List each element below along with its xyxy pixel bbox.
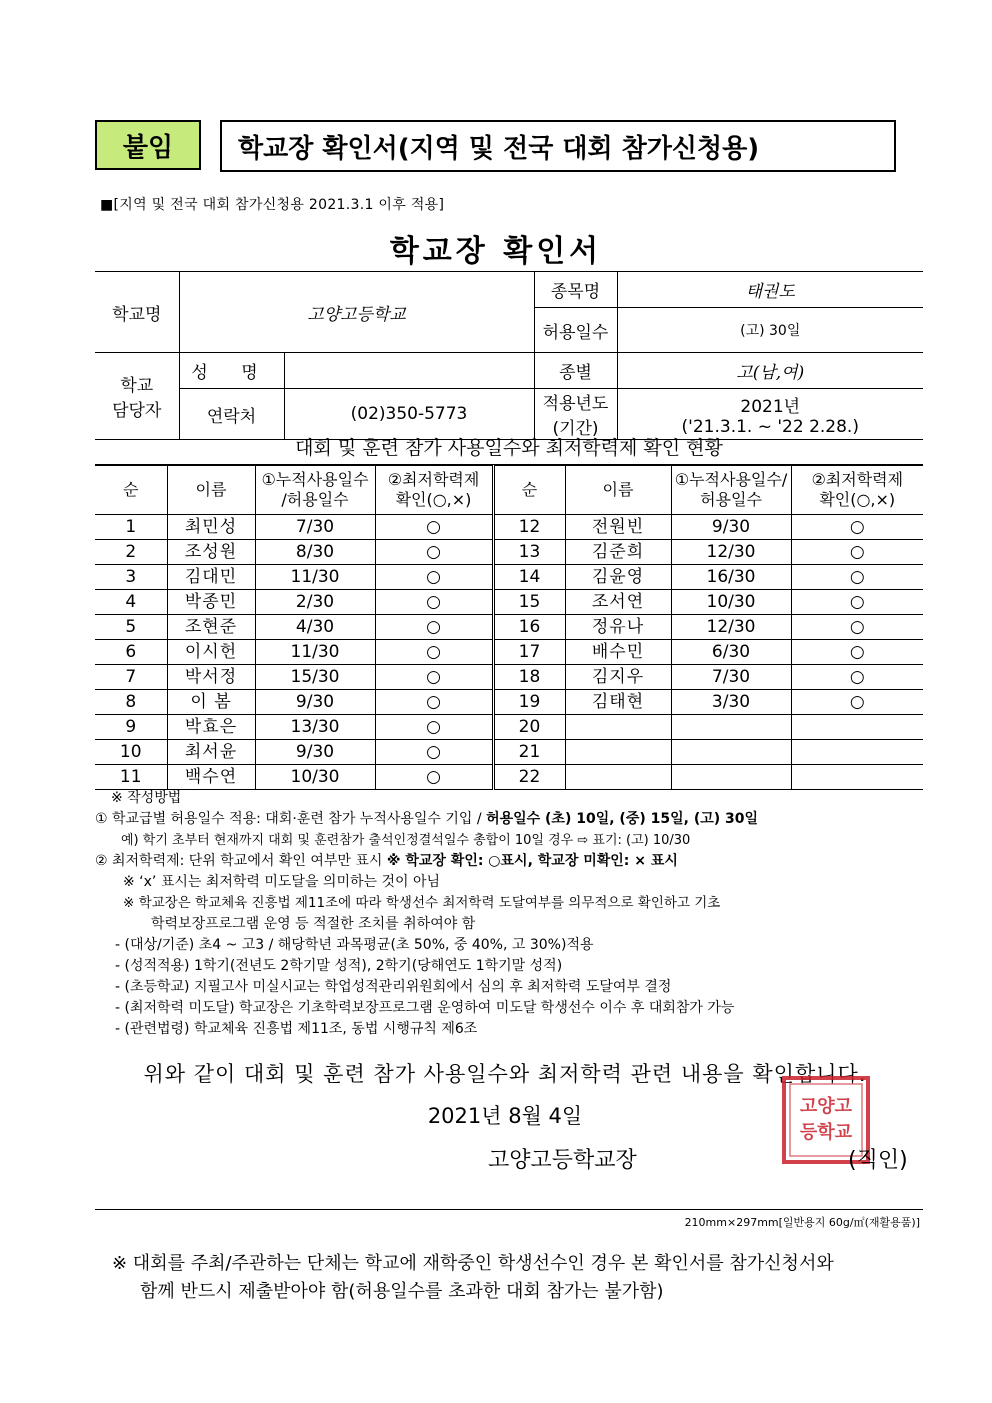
cell-name: 박종민 <box>167 590 255 615</box>
table-row <box>95 515 923 540</box>
instruction-line: ※ 학교장은 학교체육 진흥법 제11조에 따라 학생선수 최저학력 도달여부를 의무적으로 확인하고 기초 <box>123 895 721 911</box>
gender-label: 종별 <box>534 353 617 389</box>
cell-name: 박서정 <box>167 665 255 690</box>
cell-days: 8/30 <box>255 540 375 565</box>
cell-days: 16/30 <box>671 565 791 590</box>
cell-name <box>565 765 671 790</box>
cell-days: 7/30 <box>671 665 791 690</box>
name-label <box>179 353 284 389</box>
cell-check: ○ <box>375 590 493 615</box>
cell-no: 12 <box>493 515 565 540</box>
name-label-text: 성 명 <box>191 363 272 383</box>
cell-no: 3 <box>95 565 167 590</box>
cell-check: ○ <box>375 615 493 640</box>
header-days <box>255 466 375 515</box>
instruction-line: 예) 학기 초부터 현재까지 대회 및 훈련참가 출석인정결석일수 총합이 10일 경우 ⇨ 표기: (고) 10/30 <box>121 833 691 848</box>
cell-name: 최서윤 <box>167 740 255 765</box>
cell-no: 21 <box>493 740 565 765</box>
header-check-line1: ②최저학력제 <box>811 470 904 489</box>
cell-no: 20 <box>493 715 565 740</box>
header-name: 이름 <box>565 466 671 515</box>
paper-spec: 210mm×297mm[일반용지 60g/㎡(재활용품)] <box>684 1216 920 1229</box>
table-row <box>95 640 923 665</box>
footer-notice <box>112 1250 834 1306</box>
school-value: 고양고등학교 <box>179 272 534 353</box>
staff-label-line2: 담당자 <box>112 401 162 421</box>
cell-check: ○ <box>375 640 493 665</box>
attachment-badge: 붙임 <box>95 120 201 170</box>
cell-name: 배수민 <box>565 640 671 665</box>
cell-days: 15/30 <box>255 665 375 690</box>
cell-check: ○ <box>791 690 923 715</box>
cell-no: 14 <box>493 565 565 590</box>
cell-days <box>671 740 791 765</box>
cell-days: 9/30 <box>671 515 791 540</box>
table-row <box>95 540 923 565</box>
instruction-line: ※ ‘x’ 표시는 최저학력 미도달을 의미하는 것이 아님 <box>123 874 441 890</box>
cell-no: 7 <box>95 665 167 690</box>
sport-label: 종목명 <box>534 272 617 308</box>
cell-check: ○ <box>791 590 923 615</box>
signer-name: 고양고등학교장 <box>488 1148 637 1173</box>
header-days <box>671 466 791 515</box>
cell-name: 김지우 <box>565 665 671 690</box>
cell-check: ○ <box>375 765 493 790</box>
cell-name: 최민성 <box>167 515 255 540</box>
student-table <box>95 465 923 790</box>
school-info-table <box>95 271 923 440</box>
cell-no: 4 <box>95 590 167 615</box>
cell-name: 정유나 <box>565 615 671 640</box>
cell-check: ○ <box>791 615 923 640</box>
cell-name: 백수연 <box>167 765 255 790</box>
cell-days: 4/30 <box>255 615 375 640</box>
footer-line2: 함께 반드시 제출받아야 함(허용일수를 초과한 대회 참가는 불가함) <box>140 1281 664 1302</box>
cell-check: ○ <box>375 690 493 715</box>
cell-no: 19 <box>493 690 565 715</box>
instruction-emphasis: ※ 학교장 확인: ○표시, 학교장 미확인: × 표시 <box>386 853 678 869</box>
cell-days: 13/30 <box>255 715 375 740</box>
cell-days: 11/30 <box>255 565 375 590</box>
header-days-line1: ①누적사용일수/ <box>674 470 788 489</box>
cell-days: 9/30 <box>255 690 375 715</box>
year-value-line2: ('21.3.1. ~ '22 2.28.) <box>681 416 859 437</box>
cell-name: 김대민 <box>167 565 255 590</box>
instruction-line: 학력보장프로그램 운영 등 적절한 조치를 취하여야 함 <box>151 916 476 932</box>
cell-no: 15 <box>493 590 565 615</box>
school-label: 학교명 <box>95 272 179 353</box>
cell-no: 5 <box>95 615 167 640</box>
cell-days: 9/30 <box>255 740 375 765</box>
cell-days: 2/30 <box>255 590 375 615</box>
name-value <box>284 353 534 389</box>
instruction-line: - (대상/기준) 초4 ~ 고3 / 해당학년 과목평균(초 50%, 중 40%, 고 30%)적용 <box>115 937 594 953</box>
table-row <box>95 615 923 640</box>
sport-value: 태권도 <box>617 272 923 308</box>
header-no: 순 <box>493 466 565 515</box>
instruction-line: - (최저학력 미도달) 학교장은 기초학력보장프로그램 운영하여 미도달 학생선수 이수 후 대회참가 가능 <box>115 1000 735 1016</box>
cell-no: 17 <box>493 640 565 665</box>
cell-days: 11/30 <box>255 640 375 665</box>
contact-value: (02)350-5773 <box>284 389 534 440</box>
instruction-line: - (초등학교) 지필고사 미실시교는 학업성적관리위원회에서 심의 후 최저학력 도달여부 결정 <box>115 979 672 995</box>
gender-value: 고(남,여) <box>617 353 923 389</box>
instruction-line <box>95 809 925 830</box>
cell-days: 7/30 <box>255 515 375 540</box>
cell-days <box>671 715 791 740</box>
cell-name: 조성원 <box>167 540 255 565</box>
year-value-line1: 2021년 <box>740 396 801 417</box>
page-title: 학교장 확인서 <box>389 234 603 269</box>
cell-no: 2 <box>95 540 167 565</box>
cell-name: 김윤영 <box>565 565 671 590</box>
table-row <box>95 715 923 740</box>
staff-label-line1: 학교 <box>120 376 154 396</box>
cell-no: 10 <box>95 740 167 765</box>
cell-check <box>791 740 923 765</box>
contact-label: 연락처 <box>179 389 284 440</box>
cell-name: 박효은 <box>167 715 255 740</box>
instruction-emphasis: 허용일수 (초) 10일, (중) 15일, (고) 30일 <box>486 811 759 827</box>
cell-days: 10/30 <box>671 590 791 615</box>
footer-line1: ※ 대회를 주최/주관하는 단체는 학교에 재학중인 학생선수인 경우 본 확인서를 참가신청서와 <box>112 1253 834 1274</box>
header-check-line1: ②최저학력제 <box>387 470 480 489</box>
cell-name: 이시헌 <box>167 640 255 665</box>
table-row <box>95 690 923 715</box>
allowed-days-value: (고) 30일 <box>617 308 923 353</box>
instruction-line <box>95 851 925 872</box>
cell-no: 1 <box>95 515 167 540</box>
header-check-line2: 확인(○,×) <box>395 490 472 509</box>
instruction-line: - (관련법령) 학교체육 진흥법 제11조, 동법 시행규칙 제6조 <box>115 1021 478 1037</box>
table-row <box>95 740 923 765</box>
cell-check: ○ <box>791 515 923 540</box>
header-check <box>375 466 493 515</box>
cell-name: 조서연 <box>565 590 671 615</box>
cell-no: 18 <box>493 665 565 690</box>
cell-check <box>791 715 923 740</box>
cell-no: 22 <box>493 765 565 790</box>
allowed-days-label: 허용일수 <box>534 308 617 353</box>
instruction-line: - (성적적용) 1학기(전년도 2학기말 성적), 2학기(당해연도 1학기말 성적) <box>115 958 563 974</box>
cell-days: 12/30 <box>671 540 791 565</box>
cell-no: 9 <box>95 715 167 740</box>
instruction-text: ① 학교급별 허용일수 적용: 대회·훈련 참가 누적사용일수 기입 / <box>95 811 487 827</box>
cell-name: 조현준 <box>167 615 255 640</box>
cell-check: ○ <box>791 640 923 665</box>
cell-name <box>565 740 671 765</box>
header-no: 순 <box>95 466 167 515</box>
table-header-row <box>95 466 923 515</box>
cell-check <box>791 765 923 790</box>
year-label-line2: (기간) <box>552 419 599 439</box>
header-days-line2: 허용일수 <box>700 490 762 509</box>
cell-check: ○ <box>375 565 493 590</box>
applicability-note: ■[지역 및 전국 대회 참가신청용 2021.3.1 이후 적용] <box>100 197 445 213</box>
header-check <box>791 466 923 515</box>
svg-text:등학교: 등학교 <box>799 1122 853 1143</box>
cell-days <box>671 765 791 790</box>
staff-label <box>95 353 179 440</box>
cell-check: ○ <box>791 665 923 690</box>
cell-check: ○ <box>375 740 493 765</box>
table-row <box>95 765 923 790</box>
header-days-line2: /허용일수 <box>281 490 349 509</box>
cell-no: 13 <box>493 540 565 565</box>
cell-no: 6 <box>95 640 167 665</box>
table-row <box>95 665 923 690</box>
cell-check: ○ <box>375 515 493 540</box>
cell-check: ○ <box>375 665 493 690</box>
table-row <box>95 590 923 615</box>
header-check-line2: 확인(○,×) <box>819 490 896 509</box>
confirmation-statement: 위와 같이 대회 및 훈련 참가 사용일수와 최저학력 관련 내용을 확인합니다. <box>143 1062 867 1086</box>
cell-no: 11 <box>95 765 167 790</box>
cell-name <box>565 715 671 740</box>
section-title: 대회 및 훈련 참가 사용일수와 최저학력제 확인 현황 <box>95 432 923 465</box>
cell-name: 김태현 <box>565 690 671 715</box>
svg-text:고양고: 고양고 <box>799 1096 853 1117</box>
cell-check: ○ <box>791 540 923 565</box>
cell-name: 전원빈 <box>565 515 671 540</box>
instruction-text: ② 최저학력제: 단위 학교에서 확인 여부만 표시 <box>95 853 387 869</box>
divider <box>95 1209 923 1210</box>
cell-check: ○ <box>375 540 493 565</box>
instructions <box>95 788 925 1040</box>
cell-days: 6/30 <box>671 640 791 665</box>
issue-date: 2021년 8월 4일 <box>427 1104 583 1128</box>
year-label-line1: 적용년도 <box>542 394 609 414</box>
cell-check: ○ <box>375 715 493 740</box>
cell-days: 10/30 <box>255 765 375 790</box>
header-days-line1: ①누적사용일수 <box>261 470 369 489</box>
seal-label: (직인) <box>848 1148 908 1173</box>
document-header-title: 학교장 확인서(지역 및 전국 대회 참가신청용) <box>220 120 896 172</box>
cell-days: 12/30 <box>671 615 791 640</box>
cell-name: 김준희 <box>565 540 671 565</box>
cell-check: ○ <box>791 565 923 590</box>
instructions-heading: ※ 작성방법 <box>111 790 182 806</box>
table-row <box>95 565 923 590</box>
header-name: 이름 <box>167 466 255 515</box>
cell-no: 8 <box>95 690 167 715</box>
cell-days: 3/30 <box>671 690 791 715</box>
cell-name: 이 봄 <box>167 690 255 715</box>
cell-no: 16 <box>493 615 565 640</box>
